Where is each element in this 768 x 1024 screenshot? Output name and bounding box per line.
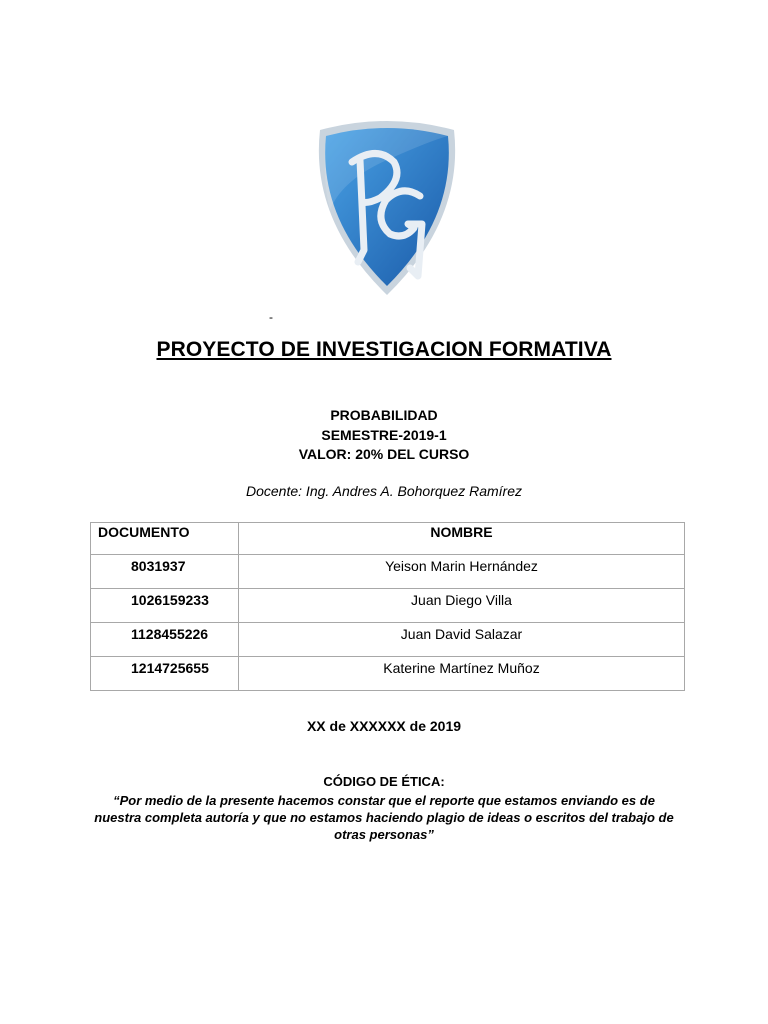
institution-logo <box>282 100 492 320</box>
table-row <box>91 555 685 589</box>
course-semester: SEMESTRE-2019-1 <box>321 426 447 443</box>
members-table <box>90 522 685 691</box>
header-name: NOMBRE <box>239 523 685 555</box>
ethics-title: CÓDIGO DE ÉTICA: <box>323 774 445 789</box>
ethics-statement: “Por medio de la presente hacemos constar que el reporte que estamos enviando es de nuestra completa autoría y que no estamos haciendo plagio de ideas o escritos del trabajo de otras personas” <box>94 793 674 842</box>
table-row <box>91 623 685 657</box>
row-name: Yeison Marin Hernández <box>239 555 685 589</box>
row-document: 1128455226 <box>91 623 239 657</box>
table-row <box>91 657 685 691</box>
document-date: XX de XXXXXX de 2019 <box>306 718 462 734</box>
row-name: Juan David Salazar <box>239 623 685 657</box>
header-document: DOCUMENTO <box>91 523 239 555</box>
row-document: 8031937 <box>91 555 239 589</box>
table-row <box>91 589 685 623</box>
row-name: Katerine Martínez Muñoz <box>239 657 685 691</box>
row-name: Juan Diego Villa <box>239 589 685 623</box>
row-document: 1214725655 <box>91 657 239 691</box>
row-document: 1026159233 <box>91 589 239 623</box>
teacher-line: Docente: Ing. Andres A. Bohorquez Ramírez <box>246 483 522 499</box>
course-subject: PROBABILIDAD <box>330 407 438 423</box>
page-title: PROYECTO DE INVESTIGACION FORMATIVA <box>156 338 612 361</box>
course-info <box>0 406 768 465</box>
table-header-row <box>91 523 685 555</box>
shield-logo-icon <box>282 100 492 320</box>
course-value: VALOR: 20% DEL CURSO <box>298 446 470 462</box>
stray-mark: - <box>269 310 273 324</box>
